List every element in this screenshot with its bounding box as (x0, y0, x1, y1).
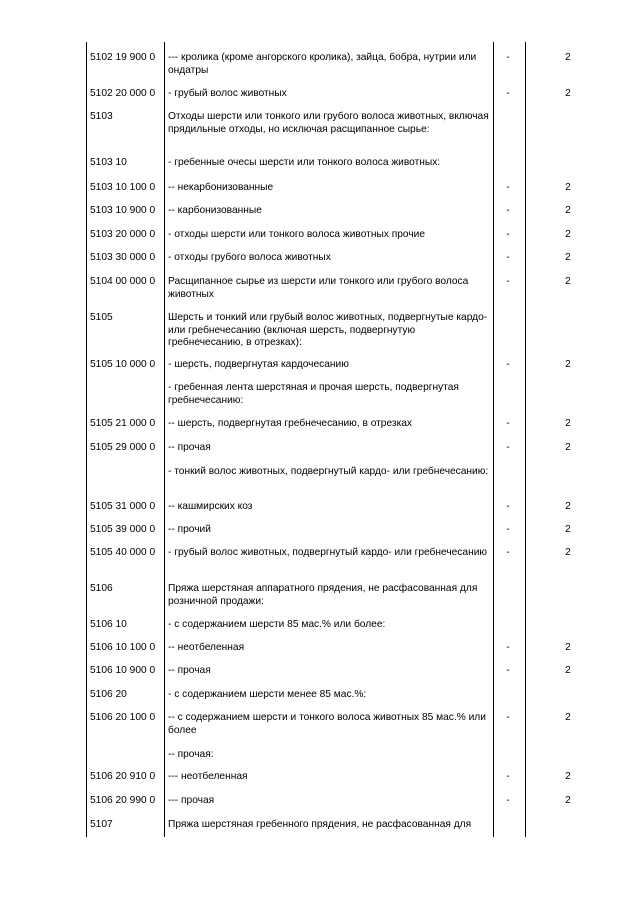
code-cell: 5103 30 000 0 (90, 252, 156, 263)
description-cell: --- кролика (кроме ангорского кролика), зайца, бобра, нутрии или ондатры (168, 52, 477, 76)
description-cell: -- неотбеленная (168, 642, 245, 653)
duty-rate-cell: 2 (565, 276, 571, 287)
code-cell: 5105 29 000 0 (90, 442, 156, 453)
code-cell: 5105 21 000 0 (90, 418, 156, 429)
unit-cell: - (506, 359, 510, 370)
code-cell: 5106 10 900 0 (90, 665, 156, 676)
description-cell: -- прочий (168, 524, 211, 535)
column-border-unit (525, 42, 526, 837)
duty-rate-cell: 2 (565, 771, 571, 782)
unit-cell: - (506, 252, 510, 263)
description-cell: -- кашмирских коз (168, 501, 253, 512)
description-cell: Отходы шерсти или тонкого или грубого волоса животных, включая прядильные отходы, но исключая расщипанное сырье: (168, 111, 489, 135)
column-border-left (86, 42, 87, 837)
code-cell: 5107 (90, 819, 113, 830)
duty-rate-cell: 2 (565, 229, 571, 240)
description-cell: - отходы шерсти или тонкого волоса животных прочие (168, 229, 425, 240)
duty-rate-cell: 2 (565, 665, 571, 676)
code-cell: 5106 20 990 0 (90, 795, 156, 806)
description-cell: -- прочая (168, 665, 211, 676)
code-cell: 5103 10 900 0 (90, 205, 156, 216)
description-cell: - с содержанием шерсти 85 мас.% или более: (168, 619, 386, 630)
unit-cell: - (506, 442, 510, 453)
unit-cell: - (506, 88, 510, 99)
duty-rate-cell: 2 (565, 795, 571, 806)
unit-cell: - (506, 229, 510, 240)
unit-cell: - (506, 771, 510, 782)
duty-rate-cell: 2 (565, 182, 571, 193)
unit-cell: - (506, 205, 510, 216)
code-cell: 5105 40 000 0 (90, 547, 156, 558)
duty-rate-cell: 2 (565, 88, 571, 99)
code-cell: 5104 00 000 0 (90, 276, 156, 287)
code-cell: 5105 10 000 0 (90, 359, 156, 370)
duty-rate-cell: 2 (565, 712, 571, 723)
description-cell: -- некарбонизованные (168, 182, 274, 193)
duty-rate-cell: 2 (565, 359, 571, 370)
description-cell: -- прочая (168, 442, 211, 453)
duty-rate-cell: 2 (565, 205, 571, 216)
code-cell: 5103 10 (90, 157, 127, 168)
duty-rate-cell: 2 (565, 642, 571, 653)
unit-cell: - (506, 276, 510, 287)
description-cell: Пряжа шерстяная гребенного прядения, не расфасованная для (168, 819, 472, 830)
duty-rate-cell: 2 (565, 252, 571, 263)
description-cell: --- неотбеленная (168, 771, 248, 782)
description-cell: - гребенная лента шерстяная и прочая шерсть, подвергнутая гребнечесанию: (168, 382, 459, 406)
duty-rate-cell: 2 (565, 547, 571, 558)
duty-rate-cell: 2 (565, 501, 571, 512)
unit-cell: - (506, 524, 510, 535)
description-cell: -- с содержанием шерсти и тонкого волоса животных 85 мас.% или более (168, 712, 486, 736)
description-cell: -- прочая: (168, 749, 214, 760)
duty-rate-cell: 2 (565, 524, 571, 535)
description-cell: - шерсть, подвергнутая кардочесанию (168, 359, 349, 370)
duty-rate-cell: 2 (565, 52, 571, 63)
unit-cell: - (506, 547, 510, 558)
description-cell: --- прочая (168, 795, 215, 806)
unit-cell: - (506, 501, 510, 512)
column-border-code (164, 42, 165, 837)
duty-rate-cell: 2 (565, 418, 571, 429)
code-cell: 5106 (90, 583, 113, 594)
code-cell: 5106 10 100 0 (90, 642, 156, 653)
description-cell: Расщипанное сырье из шерсти или тонкого или грубого волоса животных (168, 276, 469, 300)
unit-cell: - (506, 712, 510, 723)
code-cell: 5106 20 910 0 (90, 771, 156, 782)
unit-cell: - (506, 642, 510, 653)
code-cell: 5105 (90, 312, 113, 323)
description-cell: Шерсть и тонкий или грубый волос животных, подвергнутые кардо- или гребнечесанию (включая шерсть, подвергнутую гребнечесанию, в отрезках): (168, 312, 488, 348)
code-cell: 5106 10 (90, 619, 127, 630)
code-cell: 5102 19 900 0 (90, 52, 156, 63)
code-cell: 5105 31 000 0 (90, 501, 156, 512)
code-cell: 5105 39 000 0 (90, 524, 156, 535)
duty-rate-cell: 2 (565, 442, 571, 453)
description-cell: - грубый волос животных (168, 88, 287, 99)
description-cell: - отходы грубого волоса животных (168, 252, 331, 263)
code-cell: 5106 20 100 0 (90, 712, 156, 723)
description-cell: - с содержанием шерсти менее 85 мас.%: (168, 689, 367, 700)
unit-cell: - (506, 795, 510, 806)
description-cell: - тонкий волос животных, подвергнутый кардо- или гребнечесанию: (168, 466, 489, 477)
unit-cell: - (506, 182, 510, 193)
column-border-desc (493, 42, 494, 837)
unit-cell: - (506, 665, 510, 676)
description-cell: Пряжа шерстяная аппаратного прядения, не расфасованная для розничной продажи: (168, 583, 478, 607)
description-cell: -- шерсть, подвергнутая гребнечесанию, в отрезках (168, 418, 413, 429)
description-cell: - гребенные очесы шерсти или тонкого волоса животных: (168, 157, 441, 168)
code-cell: 5102 20 000 0 (90, 88, 156, 99)
description-cell: - грубый волос животных, подвергнутый кардо- или гребнечесанию (168, 547, 488, 558)
code-cell: 5103 10 100 0 (90, 182, 156, 193)
unit-cell: - (506, 418, 510, 429)
code-cell: 5103 (90, 111, 113, 122)
unit-cell: - (506, 52, 510, 63)
code-cell: 5106 20 (90, 689, 127, 700)
description-cell: -- карбонизованные (168, 205, 262, 216)
code-cell: 5103 20 000 0 (90, 229, 156, 240)
